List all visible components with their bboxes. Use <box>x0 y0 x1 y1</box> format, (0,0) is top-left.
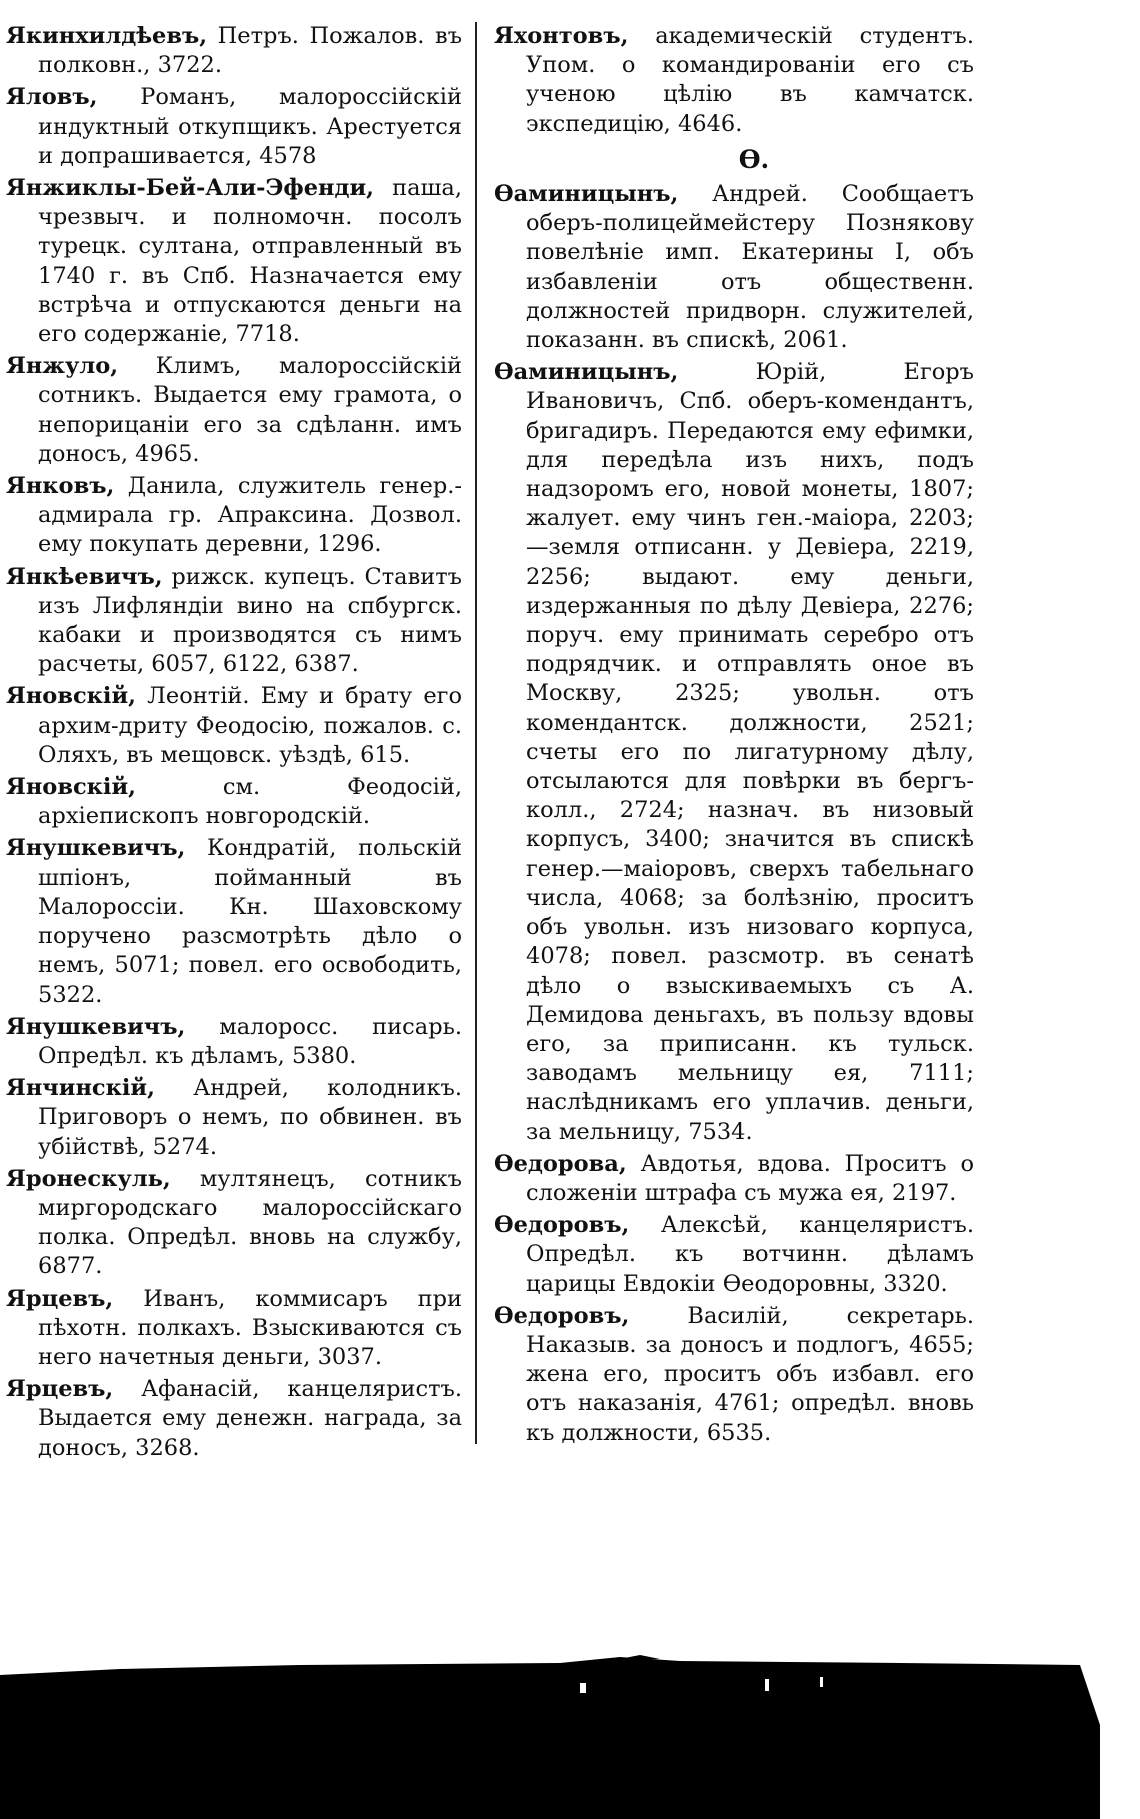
index-entry <box>6 1165 462 1282</box>
index-entry <box>6 472 462 560</box>
section-letter: Ѳ. <box>738 144 770 174</box>
entry-headword: Якинхилдѣевъ, <box>6 23 208 49</box>
entry-headword: Янжуло, <box>6 353 119 380</box>
index-entry <box>6 1285 462 1373</box>
entry-text: академическій студентъ. Упом. о командированіи его съ ученою цѣлію въ камчатск. экспедицію, 4646. <box>526 23 975 137</box>
entry-headword: Ѳедорова, <box>494 1150 627 1177</box>
index-entry <box>494 22 974 139</box>
entry-headword: Яловъ, <box>6 84 98 111</box>
index-entry <box>494 1302 974 1448</box>
scan-edge-shadow <box>0 1655 1140 1819</box>
entry-headword: Янкѣевичъ, <box>6 563 163 590</box>
entry-headword: Янковъ, <box>6 473 115 500</box>
entry-text: Алексѣй, канцеляристъ. Опредѣл. къ вотчинн. дѣламъ царицы Евдокіи Ѳеодоровны, 3320. <box>526 1212 975 1297</box>
entry-headword: Янушкевичъ, <box>6 835 186 862</box>
entry-headword: Яхонтовъ, <box>494 23 629 49</box>
entry-text: паша, чрезвыч. и полномочн. посолъ турецк. султана, отправленный въ 1740 г. въ Спб. Назначается ему встрѣча и отпускаются деньги на его содержаніе, 7718. <box>38 175 462 348</box>
entry-headword: Яронескуль, <box>6 1165 171 1192</box>
index-entry <box>6 1375 462 1463</box>
entry-headword: Яновскій, <box>6 683 136 710</box>
right-column <box>494 22 974 1451</box>
index-entry <box>6 83 462 171</box>
left-column <box>6 22 462 1466</box>
entry-headword: Ѳаминицынъ, <box>494 181 679 208</box>
entry-text: малоросс. писарь. Опредѣл. къ дѣламъ, 5380. <box>38 1013 462 1069</box>
entry-text: мултянецъ, сотникъ миргородскаго малороссійскаго полка. Опредѣл. вновь на службу, 6877. <box>38 1165 463 1280</box>
entry-headword: Янжиклы-Бей-Али-Эфенди, <box>6 175 374 202</box>
entry-text: Иванъ, коммисаръ при пѣхотн. полкахъ. Взыскиваются съ него начетныя деньги, 3037. <box>38 1285 462 1370</box>
index-entry <box>6 682 462 770</box>
entry-text: рижск. купецъ. Ставитъ изъ Лифляндіи вино на спбургск. кабаки и производятся съ нимъ расчеты, 6057, 6122, 6387. <box>38 563 462 678</box>
entry-text: Романъ, малороссійскій индуктный откупщикъ. Арестуется и допрашивается, 4578 <box>38 84 462 169</box>
index-entry <box>494 1211 974 1299</box>
entry-headword: Ярцевъ, <box>6 1285 114 1312</box>
index-entry <box>6 22 462 80</box>
entry-text: Петръ. Пожалов. въ полковн., 3722. <box>38 23 463 79</box>
entry-text: Василій, секретарь. Наказыв. за доносъ и подлогъ, 4655; жена его, проситъ объ избавл. его отъ наказанія, 4761; опредѣл. вновь къ должности, 6535. <box>526 1302 974 1446</box>
index-entry <box>6 834 462 1009</box>
entry-text: Климъ, малороссійскій сотникъ. Выдается ему грамота, о непорицаніи его за сдѣланн. имъ доносъ, 4965. <box>38 353 463 467</box>
column-divider <box>475 22 477 1444</box>
index-entry <box>6 174 462 349</box>
entry-text: Афанасій, канцеляристъ. Выдается ему денежн. награда, за доносъ, 3268. <box>38 1376 463 1461</box>
entry-headword: Ярцевъ, <box>6 1376 114 1403</box>
index-entry <box>6 773 462 831</box>
entry-text: Андрей, колодникъ. Приговоръ о немъ, по обвинен. въ убійствѣ, 5274. <box>38 1075 462 1160</box>
entry-text: Данила, служитель генер.-адмирала гр. Апраксина. Дозвол. ему покупать деревни, 1296. <box>38 473 462 558</box>
index-entry <box>6 1074 462 1162</box>
index-entry <box>494 1150 974 1208</box>
index-entry <box>6 352 462 469</box>
entry-headword: Ѳедоровъ, <box>494 1212 630 1239</box>
entry-text: Андрей. Сообщаетъ оберъ-полицеймейстеру Познякову повелѣніе имп. Екатерины I, объ избавленіи отъ общественн. должностей придворн. служителей, показанн. въ спискѣ, 2061. <box>526 181 974 354</box>
entry-headword: Янчинскій, <box>6 1075 155 1102</box>
entry-headword: Янушкевичъ, <box>6 1013 186 1040</box>
index-entry <box>494 180 974 355</box>
entry-text: Кондратій, польскій шпіонъ, пойманный въ Малороссіи. Кн. Шаховскому поручено разсмотрѣть дѣло о немъ, 5071; повел. его освободить, 5322. <box>38 835 463 1008</box>
entry-headword: Ѳедоровъ, <box>494 1302 630 1329</box>
index-entry <box>6 563 462 680</box>
entry-text: Леонтій. Ему и брату его архим-дриту Феодосію, пожалов. с. Оляхъ, въ мещовск. уѣздѣ, 615. <box>38 683 462 768</box>
entry-text: см. Феодосій, архіепископъ новгородскій. <box>38 774 463 830</box>
index-entry <box>6 1013 462 1071</box>
entry-headword: Яновскій, <box>6 774 136 801</box>
entry-headword: Ѳаминицынъ, <box>494 359 679 386</box>
index-entry <box>494 358 974 1146</box>
entry-text: Юрій, Егоръ Ивановичъ, Спб. оберъ-комендантъ, бригадиръ. Передаются ему ефимки, для передѣла изъ нихъ, подъ надзоромъ его, новой монеты, 1807; жалует. ему чинъ ген.-маіора, 2203;—земля отписанн. у Девіера, 2219, 2256; выдают. ему деньги, издержанныя по дѣлу Девіера, 2276; поруч. ему принимать серебро отъ подрядчик. и отправлять оное въ Москву, 2325; увольн. отъ комендантск. должности, 2521; счеты его по лигатурному дѣлу, отсылаются для повѣрки въ бергъ-колл., 2724; назнач. въ низовый корпусъ, 3400; значится въ спискѣ генер.—маіоровъ, сверхъ табельнаго числа, 4068; за болѣзнію, проситъ объ увольн. изъ низоваго корпуса, 4078; повел. разсмотр. въ сенатѣ дѣло о взыскиваемыхъ съ А. Демидова деньгахъ, въ пользу вдовы его, за приписанн. къ тульск. заводамъ мельницу ея, 7111; наслѣдникамъ его уплачив. деньги, за мельницу, 7534. <box>526 359 975 1145</box>
entry-text: Авдотья, вдова. Проситъ о сложеніи штрафа съ мужа ея, 2197. <box>526 1150 974 1206</box>
